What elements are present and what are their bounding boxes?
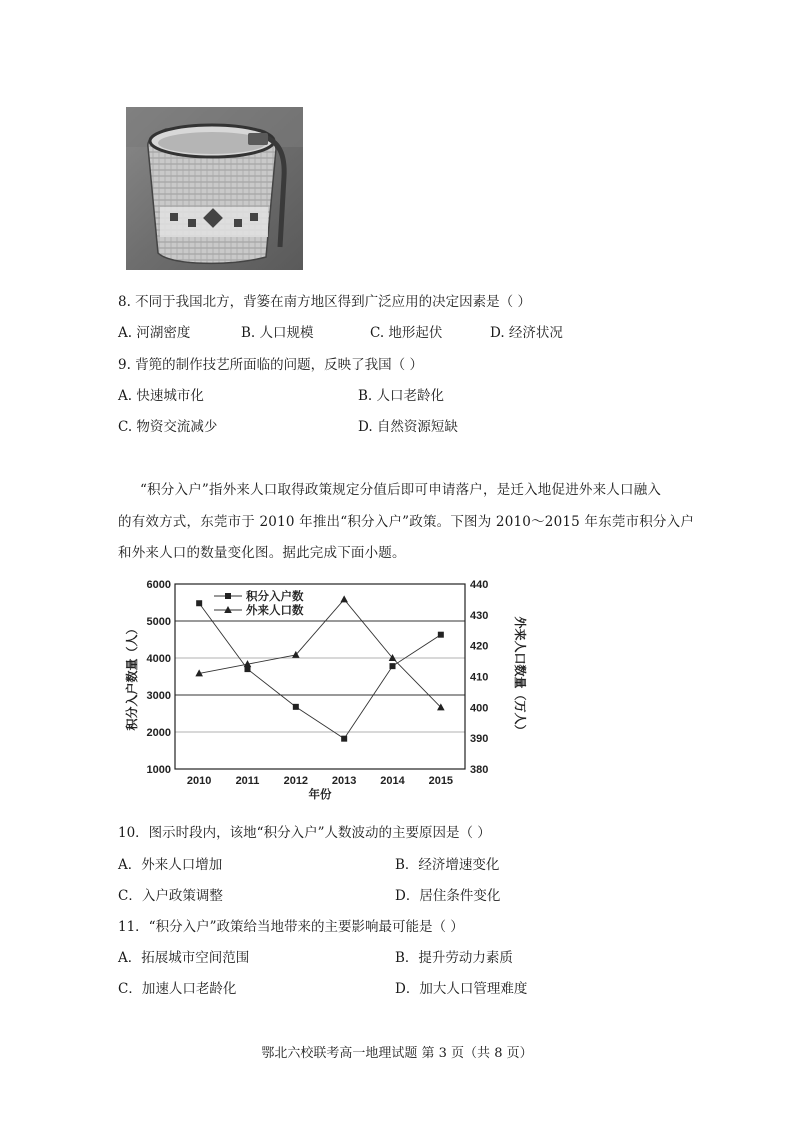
left-tick-label: 5000 xyxy=(146,616,171,628)
x-axis-title: 年份 xyxy=(308,789,332,801)
x-tick-label: 2014 xyxy=(380,775,405,787)
right-tick-label: 440 xyxy=(470,579,489,591)
right-tick-label: 400 xyxy=(470,702,489,715)
legend-marker-1 xyxy=(224,606,232,613)
question-8-stem: 8. 不同于我国北方，背篓在南方地区得到广泛应用的决定因素是（ ） xyxy=(118,294,531,310)
x-tick-label: 2013 xyxy=(331,775,357,787)
right-axis-title: 外来人口数量（万人） xyxy=(513,616,527,737)
right-tick-label: 430 xyxy=(470,609,489,622)
q10-option-c: C．入户政策调整 xyxy=(118,888,223,904)
q10-option-d: D．居住条件变化 xyxy=(395,888,501,904)
left-axis-title: 积分入户数量（人） xyxy=(125,622,139,731)
right-tick-label: 410 xyxy=(470,671,489,684)
q9-option-a: A. 快速城市化 xyxy=(118,388,204,404)
series-1-point xyxy=(340,595,348,602)
question-10-stem: 10．图示时段内，该地“积分入户”人数波动的主要原因是（ ） xyxy=(118,825,491,841)
q11-option-d: D．加大人口管理难度 xyxy=(395,981,528,997)
q11-option-c: C．加速人口老龄化 xyxy=(118,981,237,997)
series-0-point xyxy=(390,663,396,669)
left-tick-label: 6000 xyxy=(146,579,171,591)
left-tick-label: 4000 xyxy=(146,653,171,665)
q11-option-b: B．提升劳动力素质 xyxy=(395,950,513,966)
x-tick-label: 2010 xyxy=(186,775,212,787)
q10-option-b: B．经济增速变化 xyxy=(395,857,500,873)
q9-option-c: C. 物资交流减少 xyxy=(118,419,218,435)
back-basket-photo xyxy=(126,107,303,270)
q8-option-b: B. 人口规模 xyxy=(241,325,314,341)
left-tick-label: 2000 xyxy=(146,727,171,739)
legend-marker-0 xyxy=(225,593,231,599)
q9-option-d: D. 自然资源短缺 xyxy=(358,419,458,435)
right-tick-label: 390 xyxy=(470,733,489,746)
x-tick-label: 2012 xyxy=(283,775,309,787)
q9-option-b: B. 人口老龄化 xyxy=(358,388,445,404)
left-tick-label: 1000 xyxy=(146,764,171,776)
left-tick-label: 3000 xyxy=(146,690,171,702)
q10-option-a: A．外来人口增加 xyxy=(118,857,223,873)
right-tick-label: 380 xyxy=(470,764,489,776)
population-chart xyxy=(118,575,528,805)
q8-option-c: C. 地形起伏 xyxy=(370,325,443,341)
page-footer: 鄂北六校联考高一地理试题 第 3 页（共 8 页） xyxy=(261,1046,533,1061)
right-tick-label: 420 xyxy=(470,640,489,653)
q11-option-a: A．拓展城市空间范围 xyxy=(118,950,250,966)
question-9-stem: 9. 背篼的制作技艺所面临的问题，反映了我国（ ） xyxy=(118,357,423,373)
intro-line-1: “积分入户”指外来人口取得政策规定分值后即可申请落户，是迁入地促进外来人口融入 xyxy=(140,482,662,498)
series-0-point xyxy=(341,736,347,742)
x-tick-label: 2011 xyxy=(235,775,260,787)
legend-label-0: 积分入户数 xyxy=(246,591,304,603)
intro-line-3: 和外来人口的数量变化图。据此完成下面小题。 xyxy=(118,545,406,561)
legend-label-1: 外来人口数 xyxy=(246,605,304,617)
series-0-point xyxy=(438,632,444,638)
q8-option-a: A. 河湖密度 xyxy=(118,325,191,341)
question-11-stem: 11．“积分入户”政策给当地带来的主要影响最可能是（ ） xyxy=(118,919,464,935)
plot-frame xyxy=(175,584,465,769)
series-0-point xyxy=(293,704,299,710)
x-tick-label: 2015 xyxy=(428,775,454,787)
series-0-point xyxy=(196,600,202,606)
q8-option-d: D. 经济状况 xyxy=(490,325,563,341)
intro-line-2: 的有效方式，东莞市于 2010 年推出“积分入户”政策。下图为 2010～2015 年东莞市积分入户 xyxy=(118,514,695,530)
